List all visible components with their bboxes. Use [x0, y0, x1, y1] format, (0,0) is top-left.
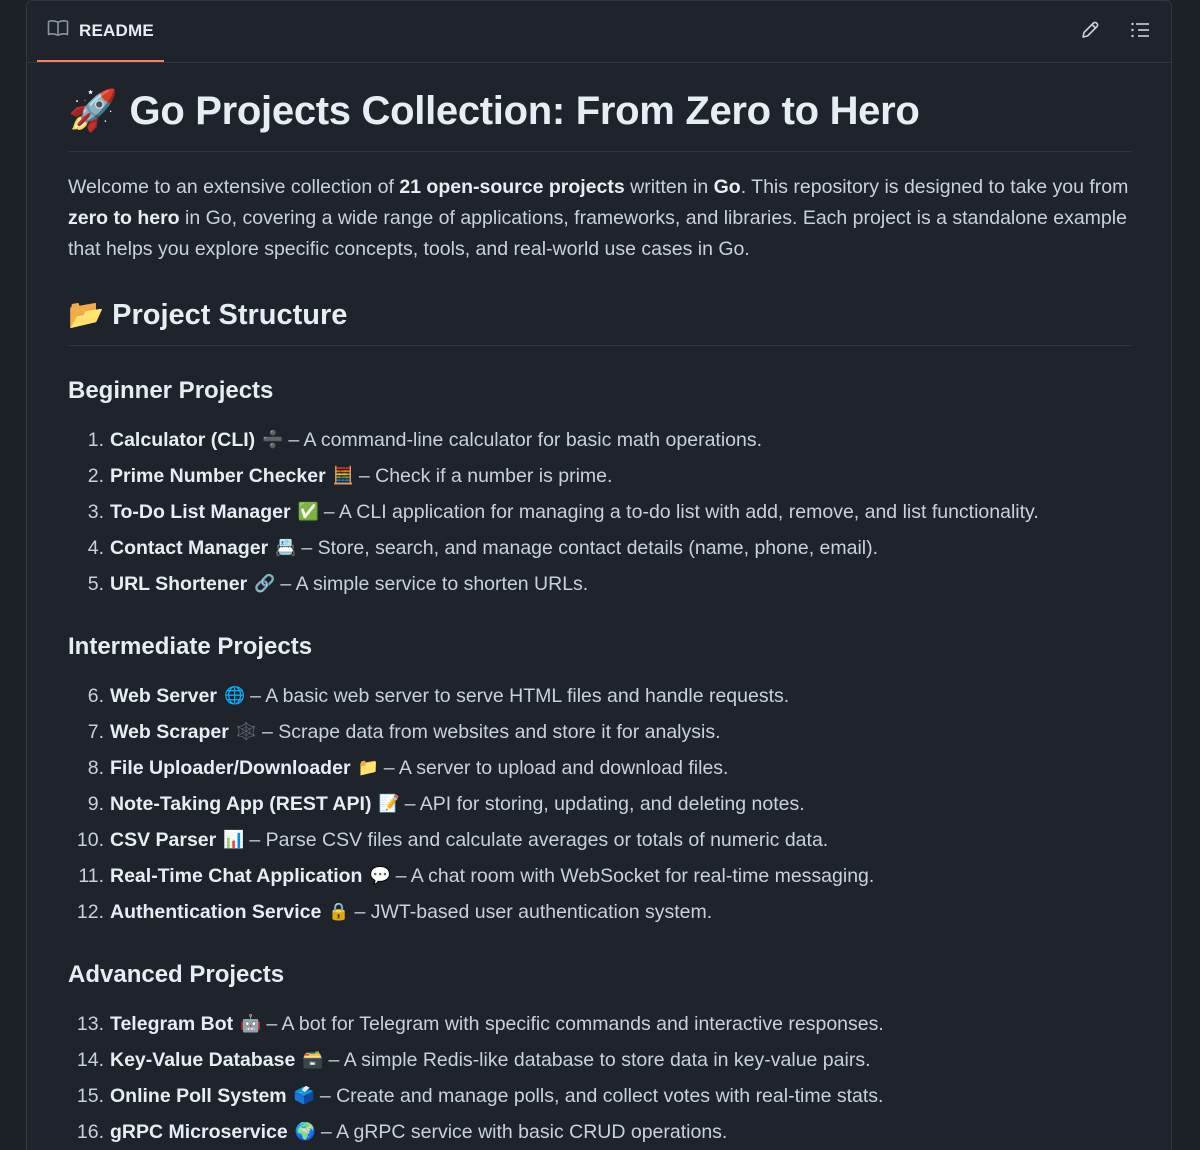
list-item-icon: 🧮 [332, 466, 354, 485]
list-item-number: 7. [87, 721, 104, 743]
project-structure-heading [68, 295, 1132, 346]
list-item-icon: 🤖 [240, 1014, 262, 1033]
list-item-number: 1. [87, 429, 104, 451]
list-item-description: – A server to upload and download files. [383, 757, 729, 779]
list-item-icon: ✅ [297, 502, 319, 521]
list-item-icon: 🔒 [328, 902, 350, 921]
list-item-description: – Check if a number is prime. [358, 465, 613, 487]
list-item-icon: 📁 [357, 758, 379, 777]
list-item-title: Online Poll System [110, 1085, 287, 1107]
list-item-title: gRPC Microservice [110, 1121, 288, 1143]
list-item [68, 530, 1132, 566]
list-item-description: – A CLI application for managing a to-do list with add, remove, and list functionality. [323, 501, 1039, 523]
intro-text: written in [624, 176, 714, 198]
list-item [68, 750, 1132, 786]
list-icon [1130, 21, 1150, 44]
list-item-title: Calculator (CLI) [110, 429, 256, 451]
list-item-number: 10. [76, 829, 104, 851]
project-structure-text: Project Structure [112, 299, 348, 331]
readme-content [68, 63, 1132, 1150]
list-item-number: 4. [87, 537, 104, 559]
list-item-title: Key-Value Database [110, 1049, 296, 1071]
list-item-icon: 🕸️ [235, 722, 258, 741]
readme-tab-label: README [79, 20, 154, 40]
list-item-description: – A command-line calculator for basic math operations. [288, 429, 763, 451]
intro-text: in Go, covering a wide range of applications, frameworks, and libraries. Each project is a standalone example that helps you explore specific concepts, tools, and real-world use cases in Go. [68, 207, 1127, 260]
list-item [68, 566, 1132, 602]
project-list-intermediate [68, 678, 1132, 930]
list-item-description: – A bot for Telegram with specific commands and interactive responses. [266, 1013, 884, 1035]
list-item-title: File Uploader/Downloader [110, 757, 351, 779]
list-item-icon: 🗃️ [302, 1050, 324, 1069]
list-item-title: CSV Parser [110, 829, 217, 851]
list-item-number: 2. [87, 465, 104, 487]
list-item-number: 13. [76, 1013, 104, 1035]
list-item [68, 786, 1132, 822]
list-item-number: 5. [87, 573, 104, 595]
list-item-description: – A basic web server to serve HTML files and handle requests. [250, 685, 790, 707]
list-item-description: – API for storing, updating, and deleting notes. [404, 793, 805, 815]
list-item-number: 15. [76, 1085, 104, 1107]
list-item-number: 14. [76, 1049, 104, 1071]
list-item-title: To-Do List Manager [110, 501, 291, 523]
list-item-title: Prime Number Checker [110, 465, 326, 487]
list-item [68, 458, 1132, 494]
list-item [68, 1114, 1132, 1150]
list-item [68, 1042, 1132, 1078]
project-sections [68, 374, 1132, 1150]
list-item-icon: ➗ [262, 430, 284, 449]
list-item-icon: 📊 [223, 830, 245, 849]
rocket-icon: 🚀 [68, 89, 118, 133]
list-item [68, 422, 1132, 458]
list-item-title: Contact Manager [110, 537, 269, 559]
list-item [68, 858, 1132, 894]
list-item-title: Real-Time Chat Application [110, 865, 363, 887]
readme-header [27, 1, 1171, 63]
intro-text: . This repository is designed to take you from [740, 176, 1129, 198]
list-item-description: – Scrape data from websites and store it for analysis. [262, 721, 721, 743]
list-item [68, 1078, 1132, 1114]
list-item-number: 11. [78, 865, 104, 887]
intro-bold: zero to hero [68, 207, 180, 229]
list-item-title: Telegram Bot [110, 1013, 234, 1035]
list-item-description: – Store, search, and manage contact details (name, phone, email). [301, 537, 879, 559]
list-item-description: – Create and manage polls, and collect votes with real-time stats. [319, 1085, 884, 1107]
list-item-number: 3. [87, 501, 104, 523]
list-item-title: URL Shortener [110, 573, 248, 595]
list-item [68, 1006, 1132, 1042]
list-item-number: 9. [87, 793, 104, 815]
list-item-icon: 🌍 [294, 1122, 316, 1141]
list-item-number: 8. [87, 757, 104, 779]
list-item-icon: 💬 [369, 866, 391, 885]
page-title-text: Go Projects Collection: From Zero to Hero [129, 89, 920, 133]
list-item-description: – A simple service to shorten URLs. [280, 573, 589, 595]
pencil-icon [1080, 20, 1100, 45]
list-item-title: Authentication Service [110, 901, 322, 923]
page-title [68, 85, 1132, 152]
list-item-description: – JWT-based user authentication system. [354, 901, 713, 923]
list-item-title: Web Server [110, 685, 217, 707]
list-item [68, 822, 1132, 858]
list-item-icon: 🗳️ [293, 1086, 315, 1105]
section-heading-beginner: Beginner Projects [68, 377, 274, 404]
section-heading-advanced: Advanced Projects [68, 961, 285, 988]
intro-bold: Go [713, 176, 741, 198]
readme-panel [26, 0, 1172, 1150]
book-icon [47, 19, 69, 42]
intro-bold: 21 open-source projects [399, 176, 625, 198]
list-item-number: 12. [76, 901, 104, 923]
list-item [68, 494, 1132, 530]
list-item-number: 16. [76, 1121, 104, 1143]
list-item-title: Note-Taking App (REST API) [110, 793, 372, 815]
list-item [68, 678, 1132, 714]
list-item-description: – A simple Redis-like database to store data in key-value pairs. [328, 1049, 871, 1071]
list-item-icon: 📇 [275, 538, 297, 557]
outline-button[interactable] [1125, 17, 1155, 47]
list-item-number: 6. [87, 685, 104, 707]
list-item-description: – A chat room with WebSocket for real-time messaging. [395, 865, 875, 887]
list-item-icon: 📝 [378, 794, 400, 813]
edit-button[interactable] [1075, 17, 1105, 47]
list-item-title: Web Scraper [110, 721, 229, 743]
section-heading-intermediate: Intermediate Projects [68, 633, 313, 660]
readme-tab[interactable] [37, 1, 164, 62]
project-list-advanced [68, 1006, 1132, 1150]
list-item-description: – Parse CSV files and calculate averages or totals of numeric data. [249, 829, 829, 851]
folder-icon: 📂 [68, 299, 105, 331]
list-item [68, 714, 1132, 750]
list-item [68, 894, 1132, 930]
list-item-description: – A gRPC service with basic CRUD operations. [320, 1121, 728, 1143]
intro-paragraph [68, 172, 1132, 265]
project-list-beginner [68, 422, 1132, 602]
list-item-icon: 🔗 [254, 574, 276, 593]
list-item-icon: 🌐 [223, 686, 246, 705]
intro-text: Welcome to an extensive collection of [68, 176, 400, 198]
